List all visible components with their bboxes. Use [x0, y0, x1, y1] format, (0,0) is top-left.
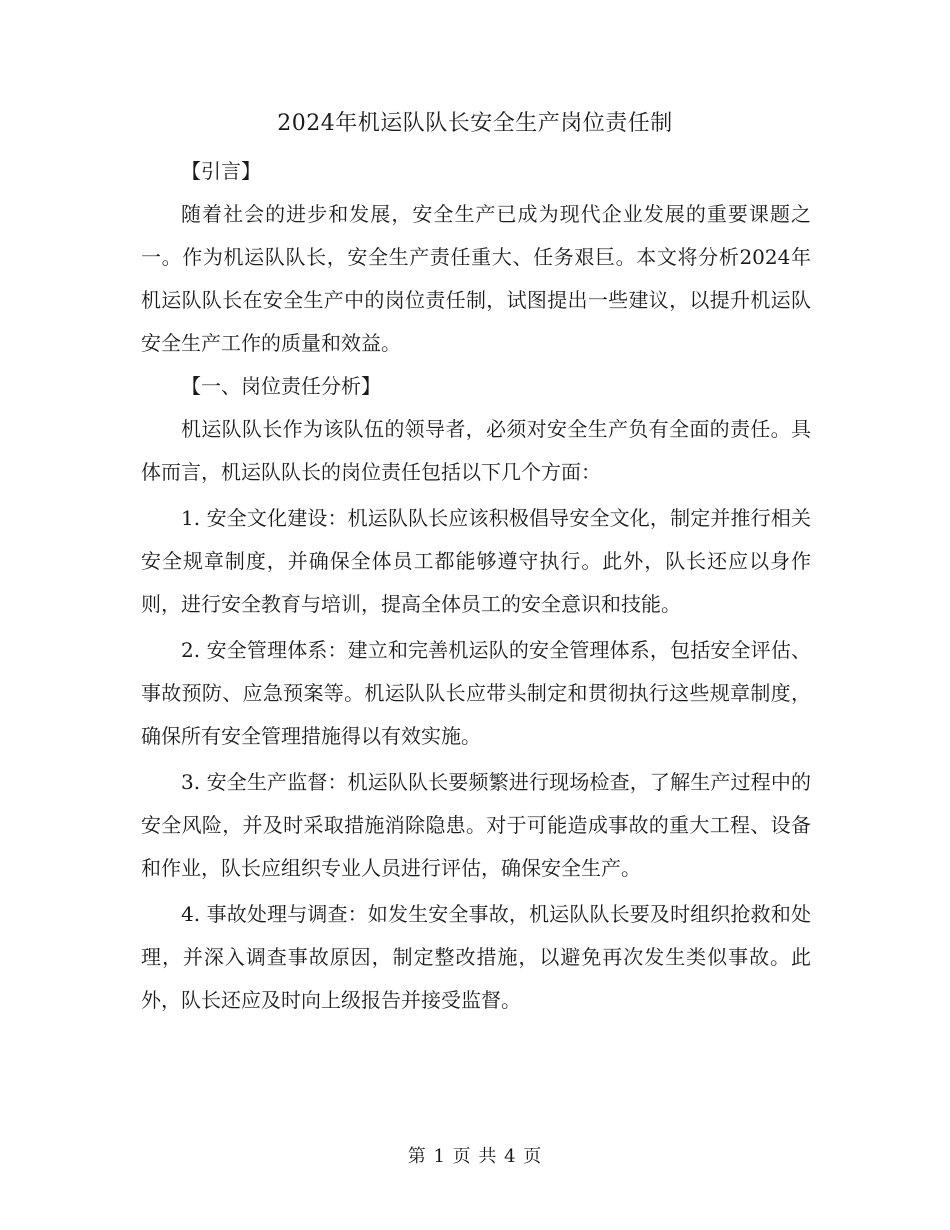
- section1-heading: 【一、岗位责任分析】: [181, 374, 381, 398]
- document-title: 2024年机运队队长安全生产岗位责任制: [277, 111, 673, 136]
- page-indicator: 第 1 页 共 4 页: [407, 1146, 543, 1167]
- list-item: 1. 安全文化建设：机运队队长应该积极倡导安全文化，制定并推行相关安全规章制度，并确保全体员工都能够遵守执行。此外，队长还应以身作则，进行安全教育与培训，提高全体员工的安全意识和技能。: [141, 506, 811, 616]
- intro-paragraph: 随着社会的进步和发展，安全生产已成为现代企业发展的重要课题之一。作为机运队队长，安全生产责任重大、任务艰巨。本文将分析2024年机运队队长在安全生产中的岗位责任制，试图提出一些建议，以提升机运队安全生产工作的质量和效益。: [141, 202, 811, 355]
- list-item: 3. 安全生产监督：机运队队长要频繁进行现场检查，了解生产过程中的安全风险，并及时采取措施消除隐患。对于可能造成事故的重大工程、设备和作业，队长应组织专业人员进行评估，确保安全生产。: [141, 770, 811, 880]
- section1-paragraph: 机运队队长作为该队伍的领导者，必须对安全生产负有全面的责任。具体而言，机运队队长的岗位责任包括以下几个方面：: [141, 417, 811, 484]
- list-item: 4. 事故处理与调查：如发生安全事故，机运队队长要及时组织抢救和处理，并深入调查事故原因，制定整改措施，以避免再次发生类似事故。此外，队长还应及时向上级报告并接受监督。: [141, 902, 811, 1012]
- document-body: [141, 150, 811, 1022]
- intro-heading: 【引言】: [181, 159, 261, 183]
- list-item: 2. 安全管理体系：建立和完善机运队的安全管理体系，包括安全评估、事故预防、应急预案等。机运队队长应带头制定和贯彻执行这些规章制度，确保所有安全管理措施得以有效实施。: [141, 638, 811, 748]
